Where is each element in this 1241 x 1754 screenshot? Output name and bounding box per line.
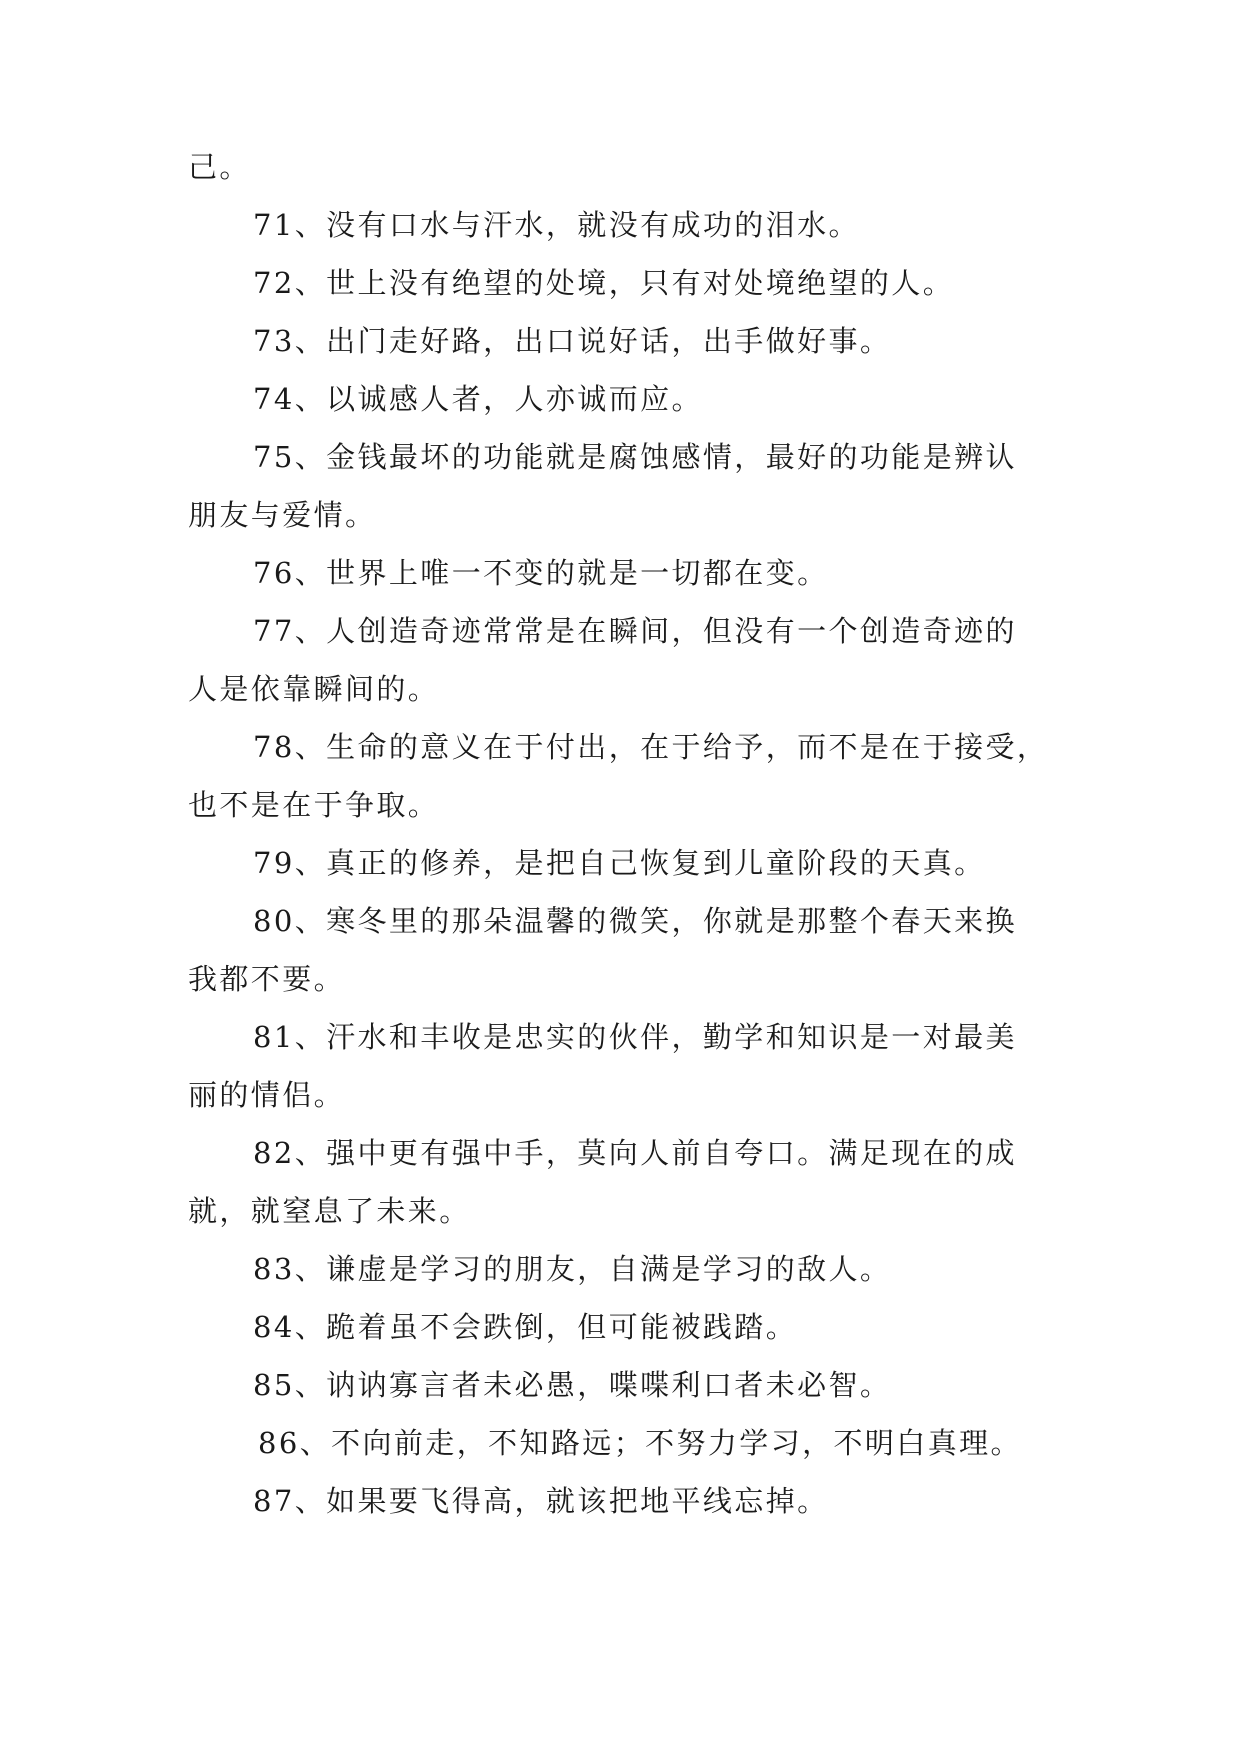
- text-line: 己。: [188, 150, 251, 184]
- quote-78-cont: 也不是在于争取。: [188, 788, 440, 822]
- quote-83: 83、谦虚是学习的朋友，自满是学习的敌人。: [253, 1252, 892, 1286]
- quote-75-cont: 朋友与爱情。: [188, 498, 377, 532]
- quote-82: 82、强中更有强中手，莫向人前自夸口。满足现在的成: [253, 1136, 1017, 1170]
- quote-76: 76、世界上唯一不变的就是一切都在变。: [253, 556, 829, 590]
- quote-86: 86、不向前走，不知路远；不努力学习，不明白真理。: [258, 1426, 1022, 1460]
- quote-80: 80、寒冬里的那朵温馨的微笑，你就是那整个春天来换: [253, 904, 1017, 938]
- quote-81-cont: 丽的情侣。: [188, 1078, 346, 1112]
- quote-80-cont: 我都不要。: [188, 962, 346, 996]
- quote-85: 85、讷讷寡言者未必愚，喋喋利口者未必智。: [253, 1368, 892, 1402]
- quote-74: 74、以诚感人者，人亦诚而应。: [253, 382, 703, 416]
- quote-82-cont: 就，就窒息了未来。: [188, 1194, 471, 1228]
- quote-87: 87、如果要飞得高，就该把地平线忘掉。: [253, 1484, 829, 1518]
- quote-71: 71、没有口水与汗水，就没有成功的泪水。: [253, 208, 860, 242]
- quote-84: 84、跪着虽不会跌倒，但可能被践踏。: [253, 1310, 798, 1344]
- quote-73: 73、出门走好路，出口说好话，出手做好事。: [253, 324, 892, 358]
- quote-81: 81、汗水和丰收是忠实的伙伴，勤学和知识是一对最美: [253, 1020, 1017, 1054]
- quote-75: 75、金钱最坏的功能就是腐蚀感情，最好的功能是辨认: [253, 440, 1017, 474]
- quote-77: 77、人创造奇迹常常是在瞬间，但没有一个创造奇迹的: [253, 614, 1017, 648]
- quote-79: 79、真正的修养，是把自己恢复到儿童阶段的天真。: [253, 846, 986, 880]
- quote-78: 78、生命的意义在于付出，在于给予，而不是在于接受，: [253, 730, 1049, 764]
- quote-77-cont: 人是依靠瞬间的。: [188, 672, 440, 706]
- quote-72: 72、世上没有绝望的处境，只有对处境绝望的人。: [253, 266, 955, 300]
